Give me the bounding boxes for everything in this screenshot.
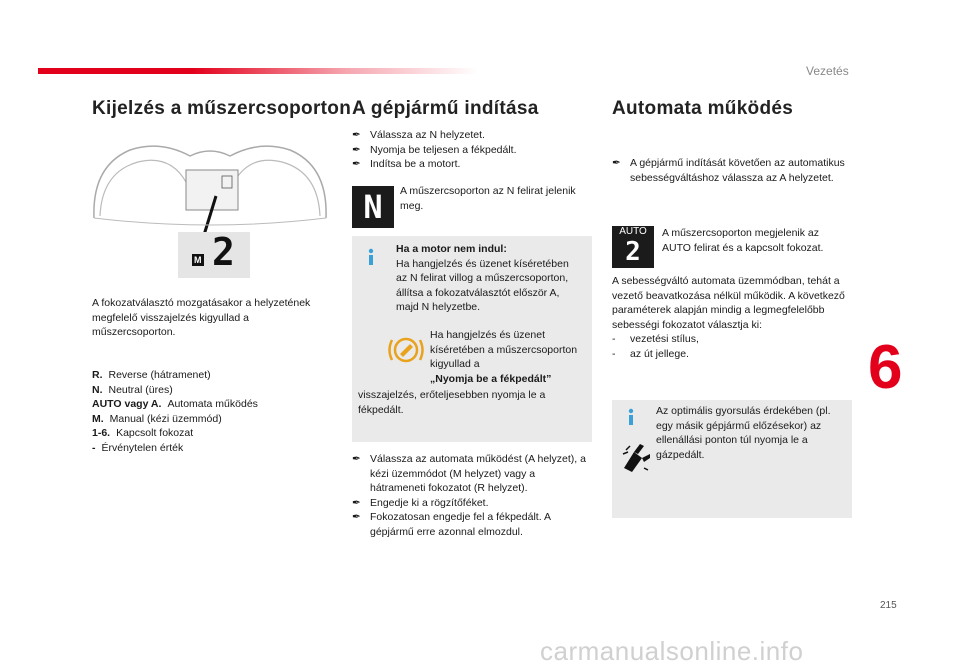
instrument-cluster-illustration <box>90 136 330 278</box>
param-list <box>612 332 852 361</box>
col2-title: A gépjármű indítása <box>352 98 539 119</box>
legend-item: R. Reverse (hátramenet) <box>92 369 211 381</box>
gear-legend <box>92 368 332 455</box>
start-steps <box>352 128 592 172</box>
list-item: ✒ Válassza az N helyzetet. <box>352 129 485 141</box>
legend-item: M. Manual (kézi üzemmód) <box>92 412 222 425</box>
info-box <box>352 236 592 442</box>
watermark: carmanualsonline.info <box>540 636 804 666</box>
tip-text: Az optimális gyorsulás érdekében (pl. egy másik gépjármű előzésekor) az ellenállási ponton túl nyomja le a gázpedált. <box>656 405 831 461</box>
list-item: - az út jellege. <box>612 347 689 360</box>
gear-display-zoom <box>178 232 250 278</box>
list-item: ✒ Engedje ki a rögzítőféket. <box>352 496 489 509</box>
warn-text-b: visszajelzés, erőteljesebben nyomja le a fékpedált. <box>358 389 546 416</box>
auto-step <box>612 156 852 185</box>
chapter-number: 6 <box>868 333 903 402</box>
col3-paragraph: A sebességváltó automata üzemmódban, tehát a vezető beavatkozása nélkül működik. A következő paraméterek alapján mindig a legmegfelelőbb sebességi fokozatot választja ki: <box>612 275 845 331</box>
legend-item: N. Neutral (üres) <box>92 383 173 396</box>
auto-note: A műszercsoporton megjelenik az AUTO felirat és a kapcsolt fokozat. <box>662 227 824 254</box>
info-text: Ha hangjelzés és üzenet kíséretében az N felirat villog a műszercsoporton, állítsa a fokozatválasztót először A, majd N helyzetbe. <box>396 257 569 313</box>
warn-quote: „Nyomja be a fékpedált” <box>430 373 552 385</box>
legend-item: - Érvénytelen érték <box>92 441 184 454</box>
accelerator-pedal-icon <box>620 442 652 472</box>
col1-title: Kijelzés a műszercsoporton <box>92 98 352 119</box>
list-item: ✒ Indítsa be a motort. <box>352 158 461 170</box>
info-title: Ha a motor nem indul: <box>396 243 507 255</box>
list-item: - vezetési stílus, <box>612 333 699 345</box>
gear-digit: 2 <box>212 230 235 274</box>
col3-title: Automata működés <box>612 98 794 119</box>
list-item: ✒ Válassza az automata működést (A helyzet), a kézi üzemmódot (M helyzet) vagy a hátrameneti fokozatot (R helyzet). <box>352 453 586 494</box>
auto-display-icon: AUTO 2 <box>612 226 654 268</box>
page-number: 215 <box>880 600 897 611</box>
legend-item: AUTO vagy A. Automata működés <box>92 398 258 410</box>
list-item: ✒ Nyomja be teljesen a fékpedált. <box>352 143 517 156</box>
info-icon <box>624 408 638 426</box>
list-item: ✒ Fokozatosan engedje fel a fékpedált. A gépjármű erre azonnal elmozdul. <box>352 511 551 538</box>
col1-paragraph: A fokozatválasztó mozgatásakor a helyzetének megfelelő visszajelzés kigyullad a műszercsoporton. <box>92 297 311 338</box>
n-note: A műszercsoporton az N felirat jelenik meg. <box>400 185 576 212</box>
tip-box <box>612 400 852 518</box>
brake-warning-icon <box>386 336 426 364</box>
list-item: ✒ A gépjármű indítását követően az automatikus sebességváltáshoz válassza az A helyzetet. <box>612 157 845 184</box>
drive-steps <box>352 452 592 539</box>
info-icon <box>364 248 378 266</box>
warn-text-a: Ha hangjelzés és üzenet kíséretében a műszercsoporton kigyullad a <box>430 329 578 370</box>
section-name: Vezetés <box>806 64 849 78</box>
n-display-icon: N <box>352 186 394 228</box>
mode-badge: M <box>194 255 202 265</box>
legend-item: 1-6. Kapcsolt fokozat <box>92 427 194 439</box>
header-accent-bar <box>38 68 478 74</box>
